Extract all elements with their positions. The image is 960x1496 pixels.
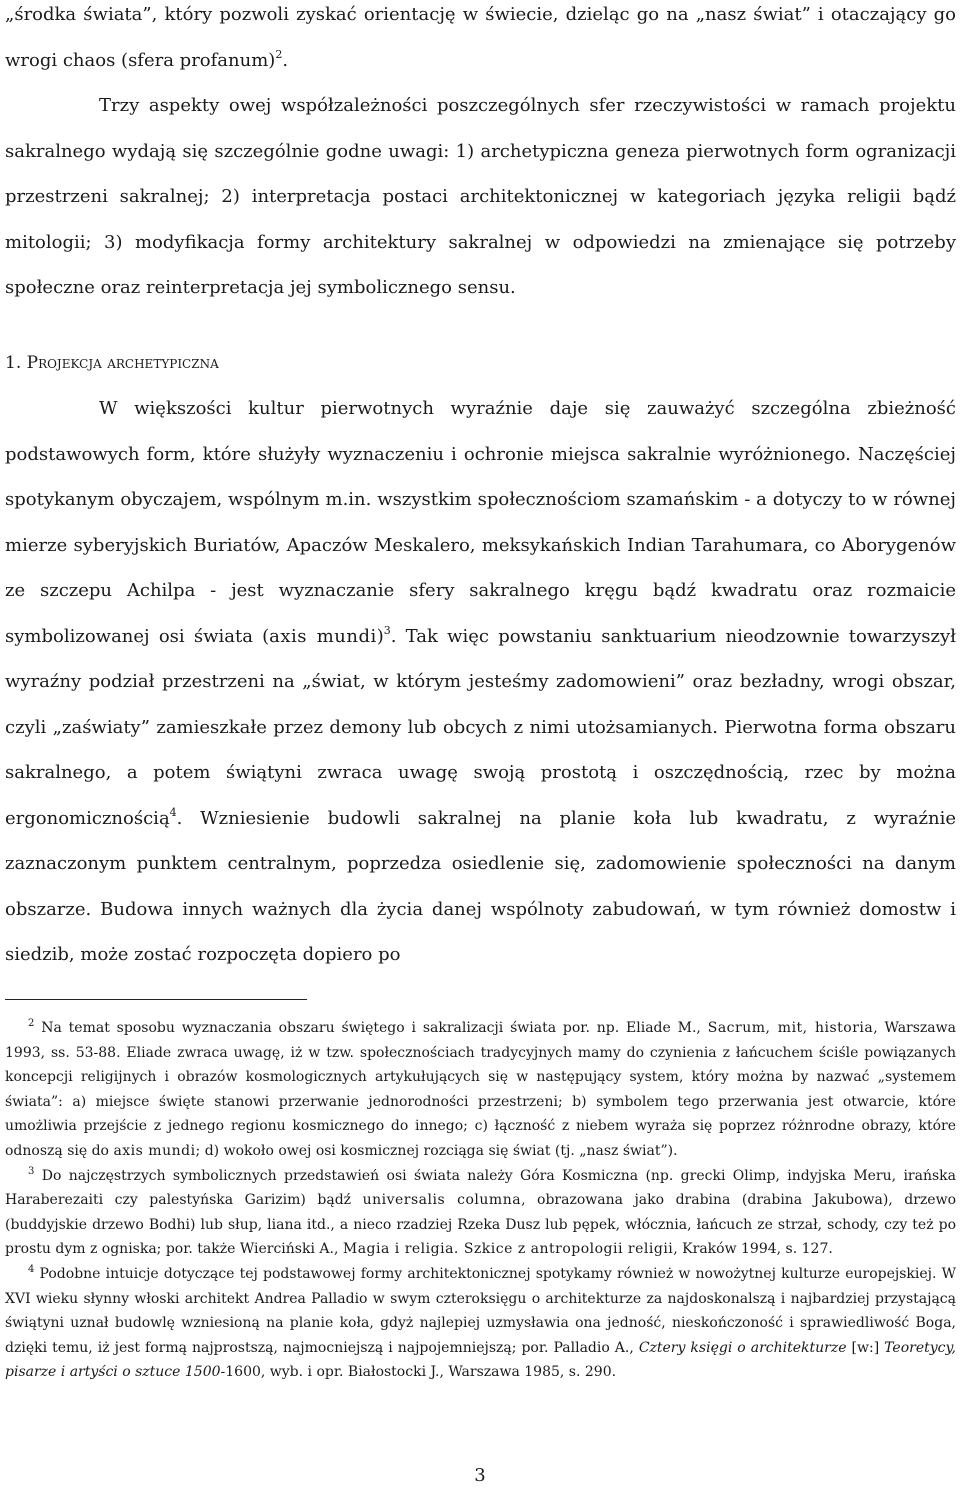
text-span: „środka świata”, który pozwoli zyskać orientację w świecie, dzieląc go na „nasz świat” i otaczający go wrogi chaos (sfera profanum) xyxy=(5,4,956,71)
text-span: . Tak więc powstaniu sanktuarium nieodzownie towarzyszył wyraźny podział przestrzeni na „świat, w którym jesteśmy zadomowieni” oraz bezładny, wrogi obszar, czyli „zaświaty” zamieszkałe przez demony lub obcych z nimi utożsamianych. Pierwotna forma obszaru sakralnego, a potem świątyni zwraca uwagę swoją prostotą i oszczędnością, rzec by można ergonomicznością xyxy=(5,625,956,829)
footnote-2 xyxy=(5,1016,956,1164)
text-span: . xyxy=(282,49,289,71)
text-span: Na temat sposobu wyznaczania obszaru świętego i sakralizacji świata por. np. Eliade M., xyxy=(34,1020,708,1036)
text-span: [w:] xyxy=(846,1339,885,1356)
spacer xyxy=(5,311,956,341)
book-title: Teoretycy, pisarze i artyści o sztuce 1500 xyxy=(5,1339,956,1381)
main-text xyxy=(5,0,956,978)
latin-term: universalis columna xyxy=(362,1192,522,1209)
footnote-4 xyxy=(5,1262,956,1385)
paragraph: Trzy aspekty owej współzależności poszczególnych sfer rzeczywistości w ramach projektu sakralnego wydają się szczególnie godne uwagi: 1) archetypiczna geneza pierwotnych form ogranizacji przestrzeni sakralnej; 2) interpretacja postaci architektonicznej w kategoriach języka religii bądź mitologii; 3) modyfikacja formy architektury sakralnej w odpowiedzi na zmienające się potrzeby społeczne oraz reinterpretacja jej symbolicznego sensu. xyxy=(5,95,956,298)
heading-number: 1. xyxy=(5,352,27,373)
latin-term: axis mundi xyxy=(269,625,377,647)
footnotes xyxy=(5,1016,956,1385)
text-span: , Kraków 1994, s. 127. xyxy=(673,1241,833,1258)
text-span: , obrazowana jako drabina (drabina Jakubowa), drzewo (buddyjskie drzewo Bodhi) lub słup, liana itd., a nieco rzadziej Rzeka Dusz lub pępek, włócznia, łańcuch ze strzał, schody, czy też po prostu dym z ogniska; por. także Wierciński A., xyxy=(5,1192,956,1258)
footnote-ref[interactable]: 4 xyxy=(169,805,177,819)
paragraph xyxy=(5,0,956,83)
footnote-number: 4 xyxy=(28,1263,35,1275)
footnote-number: 3 xyxy=(28,1165,35,1177)
book-title: Cztery księgi o architekturze xyxy=(638,1339,847,1356)
paragraph xyxy=(5,386,956,978)
page-number: 3 xyxy=(474,1465,486,1486)
text-span: -1600, wyb. i opr. Białostocki J., Warszawa 1985, s. 290. xyxy=(220,1364,617,1381)
footnote-number: 2 xyxy=(28,1018,35,1029)
text-span: Podobne intuicje dotyczące tej podstawowej formy architektonicznej spotykamy również w nowożytnej kulturze europejskiej. W XVI wieku słynny włoski architekt Andrea Palladio w swym czteroksięgu o architekturze za najdoskonalszą i najbardziej przystającą świątyni uznał budowlę wzniesioną na planie koła, gdyż najlepiej uzmysławia ona jedność, nieskończoność i sprawiedliwość Boga, dzięki temu, iż jest formą najprostszą, najmocniejszą i najpojemniejszą; por. Palladio A., xyxy=(5,1265,956,1356)
text-span: ) xyxy=(376,625,384,647)
footnote-3 xyxy=(5,1164,956,1262)
footnote-ref[interactable]: 2 xyxy=(275,47,283,61)
text-span: W większości kultur pierwotnych wyraźnie daje się zauważyć szczególna zbieżność podstawowych form, które służyły wyznaczeniu i ochronie miejsca sakralnie wyróżnionego. Naczęściej spotykanym obyczajem, wspólnym m.in. wszystkim społecznościom szamańskim - a dotyczy to w równej mierze syberyjskich Buriatów, Apaczów Meskalero, meksykańskich Indian Tarahumara, co Aborygenów ze szczepu Achilpa - jest wyznaczanie sfery sakralnego kręgu bądź kwadratu oraz rozmaicie symbolizowanej osi świata ( xyxy=(5,398,956,647)
book-title: Sacrum, mit, historia xyxy=(707,1020,874,1036)
footnote-separator xyxy=(5,999,307,1000)
text-span: ; d) wokoło owej osi kosmicznej rozciąga się świat (tj. „nasz świat”). xyxy=(195,1142,678,1159)
footnote-ref[interactable]: 3 xyxy=(383,623,391,637)
text-span: . Wzniesienie budowli sakralnej na planie koła lub kwadratu, z wyraźnie zaznaczonym punktem centralnym, poprzedza osiedlenie się, zadomowienie społeczności na danym obszarze. Budowa innych ważnych dla życia danej wspólnoty zabudowań, w tym również domostw i siedzib, może zostać rozpoczęta dopiero po xyxy=(5,807,956,965)
text-span: , Warszawa 1993, ss. 53-88. Eliade zwraca uwagę, iż w tzw. społecznościach tradycyjnych mamy do czynienia z łańcuchem ściśle powiązanych koncepcji religijnych i obrazów kosmologicznych artykułujących się w następujący system, który można by nazwać „systemem świata”: a) miejsce święte stanowi przerwanie jednorodności przestrzeni; b) symbolem tego przerwania jest otwarcie, które umożliwia przejście z jednego regionu kosmicznego do innego; c) łączność z niebem wyraża się poprzez różnrodne obrazy, które odnoszą się do xyxy=(5,1020,956,1159)
heading-text: Projekcja archetypiczna xyxy=(26,352,219,373)
text-span: Do najczęstrzych symbolicznych przedstawień osi świata należy Góra Kosmiczna (np. grecki Olimp, indyjska Meru, irańska Haraberezaiti czy palestyńska Garizim) bądź xyxy=(5,1167,956,1209)
latin-term: axis mundi xyxy=(113,1142,196,1159)
book-title: Magia i religia. Szkice z antropologii religii xyxy=(342,1241,674,1258)
section-heading xyxy=(5,341,956,387)
